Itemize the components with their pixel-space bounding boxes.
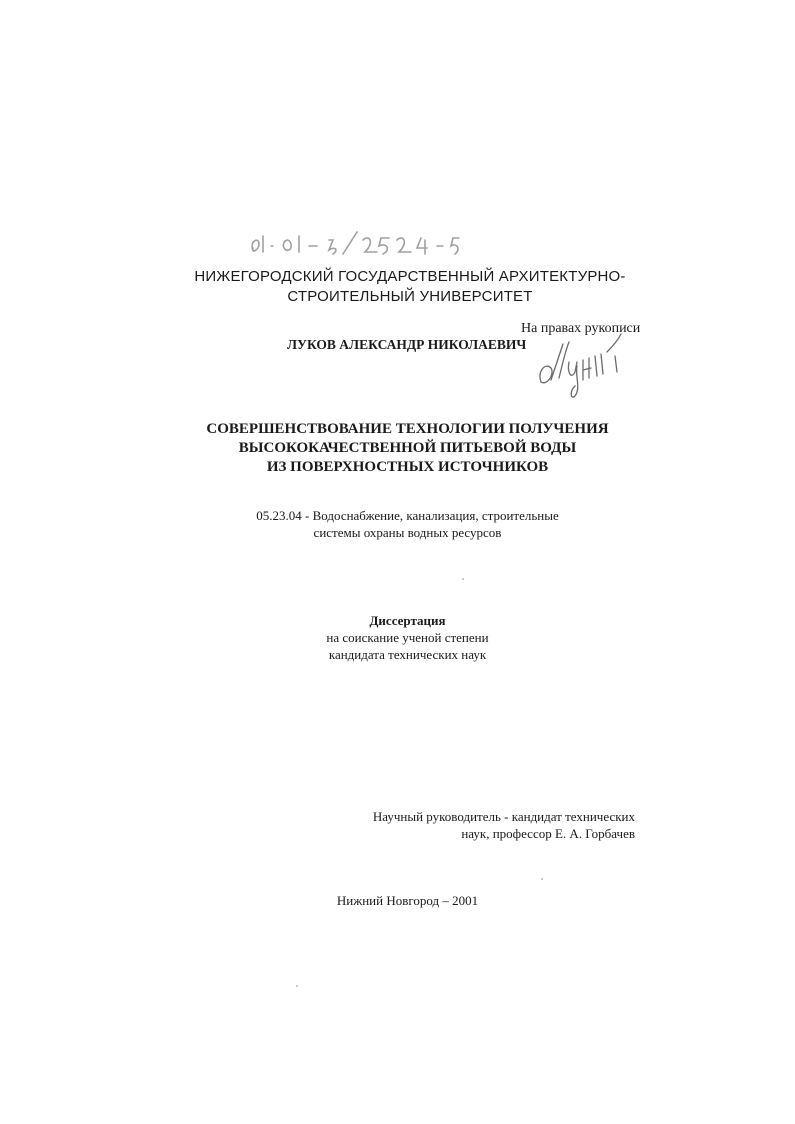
scan-speck	[541, 878, 543, 880]
dissertation-degree	[200, 612, 615, 663]
title-line-3: ИЗ ПОВЕРХНОСТНЫХ ИСТОЧНИКОВ	[266, 459, 549, 475]
degree-line-2: кандидата технических наук	[328, 647, 487, 662]
dissertation-title	[150, 420, 665, 477]
degree-line-1: на соискание ученой степени	[326, 630, 489, 645]
scan-speck	[462, 578, 464, 580]
scan-speck	[296, 985, 298, 987]
supervisor-line-2: наук, профессор Е. А. Горбачев	[461, 826, 635, 841]
dissertation-label: Диссертация	[369, 613, 446, 628]
university-line-2: СТРОИТЕЛЬНЫЙ УНИВЕРСИТЕТ	[287, 288, 533, 305]
author-signature	[535, 332, 635, 400]
specialty-line-2: системы охраны водных ресурсов	[313, 525, 502, 540]
university-line-1: НИЖЕГОРОДСКИЙ ГОСУДАРСТВЕННЫЙ АРХИТЕКТУРНО-	[194, 268, 626, 285]
handwritten-archive-number	[245, 228, 505, 262]
university-name	[150, 267, 670, 307]
title-line-1: СОВЕРШЕНСТВОВАНИЕ ТЕХНОЛОГИИ ПОЛУЧЕНИЯ	[206, 421, 609, 437]
title-line-2: ВЫСОКОКАЧЕСТВЕННОЙ ПИТЬЕВОЙ ВОДЫ	[238, 440, 577, 456]
specialty	[150, 507, 665, 541]
city-year: Нижний Новгород – 2001	[336, 893, 479, 908]
author-name: ЛУКОВ АЛЕКСАНДР НИКОЛАЕВИЧ	[287, 337, 527, 352]
scientific-supervisor	[330, 808, 635, 842]
specialty-line-1: 05.23.04 - Водоснабжение, канализация, строительные	[256, 508, 559, 523]
supervisor-line-1: Научный руководитель - кандидат технических	[372, 809, 635, 824]
rights-note: На правах рукописи	[521, 321, 641, 336]
